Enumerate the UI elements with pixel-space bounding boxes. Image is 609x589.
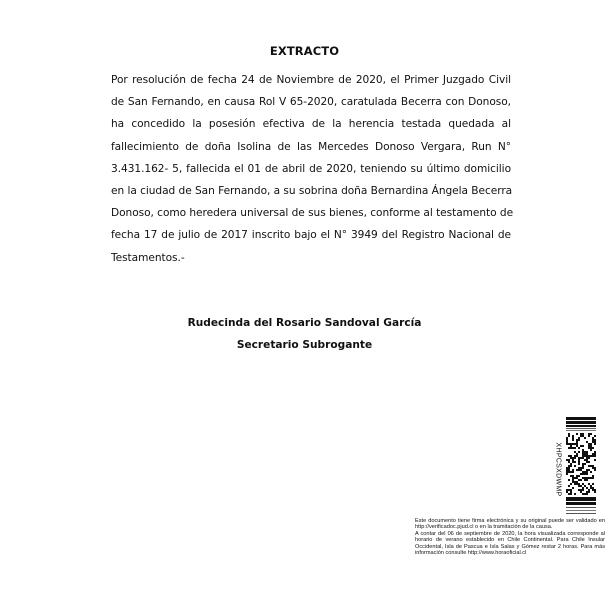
barcode-module <box>576 477 578 479</box>
barcode-module <box>578 437 580 439</box>
barcode-module <box>588 455 590 457</box>
barcode-module <box>574 443 576 445</box>
barcode-module <box>576 469 578 471</box>
barcode-module <box>582 435 584 437</box>
barcode-module <box>574 483 576 485</box>
barcode-module <box>568 469 570 471</box>
barcode-module <box>574 461 576 463</box>
barcode-module <box>566 437 568 439</box>
barcode-module <box>576 483 578 485</box>
barcode-module <box>588 443 590 445</box>
barcode-module <box>580 489 582 491</box>
barcode-module <box>570 463 572 465</box>
barcode-module <box>568 467 570 469</box>
barcode-module <box>588 491 590 493</box>
barcode-module <box>592 477 594 479</box>
barcode-module <box>568 461 570 463</box>
barcode-module <box>572 437 574 439</box>
timezone-note: A contar del 06 de septiembre de 2020, la hora visualizada corresponde al horario de verano establecido en Chile Continental. Para Chile Insular Occidental, Isla de Pascua e Isla Salas y Gómez restar 2 horas. Para más información consulte http://www.horaoficial.cl <box>415 530 605 557</box>
barcode-module <box>592 467 594 469</box>
barcode-module <box>578 461 580 463</box>
barcode-module <box>572 461 574 463</box>
barcode-module <box>578 463 580 465</box>
barcode-module <box>572 475 574 477</box>
barcode-module <box>578 447 580 449</box>
barcode-module <box>584 455 586 457</box>
barcode-module <box>576 445 578 447</box>
barcode-module <box>584 473 586 475</box>
barcode-module <box>586 469 588 471</box>
barcode-module <box>588 433 590 435</box>
barcode-module <box>588 447 590 449</box>
barcode-module <box>584 463 586 465</box>
electronic-signature-note <box>415 518 605 556</box>
barcode-module <box>576 475 578 477</box>
barcode-module <box>582 471 584 473</box>
barcode-module <box>568 479 570 481</box>
barcode-module <box>578 459 580 461</box>
barcode-module <box>572 487 574 489</box>
barcode-module <box>584 451 586 453</box>
barcode-module <box>586 479 588 481</box>
barcode-module <box>576 441 578 443</box>
barcode-module <box>568 455 570 457</box>
barcode-module <box>576 433 578 435</box>
barcode-bar <box>566 430 596 431</box>
barcode-module <box>580 479 582 481</box>
barcode-module <box>578 475 580 477</box>
barcode-module <box>582 477 584 479</box>
barcode-module <box>582 445 584 447</box>
barcode-module <box>578 485 580 487</box>
barcode-module <box>574 493 576 495</box>
barcode-module <box>586 473 588 475</box>
barcode-module <box>566 459 568 461</box>
barcode-module <box>580 445 582 447</box>
barcode-module <box>588 445 590 447</box>
barcode-module <box>568 465 570 467</box>
barcode-module <box>586 461 588 463</box>
barcode-module <box>594 453 596 455</box>
barcode-module <box>584 471 586 473</box>
barcode-module <box>570 483 572 485</box>
barcode-module <box>570 455 572 457</box>
barcode-module <box>594 451 596 453</box>
barcode-module <box>574 451 576 453</box>
barcode-module <box>592 439 594 441</box>
barcode-module <box>580 485 582 487</box>
barcode-module <box>592 487 594 489</box>
barcode-bar <box>566 513 596 514</box>
barcode-module <box>590 433 592 435</box>
barcode-module <box>570 491 572 493</box>
barcode-module <box>592 483 594 485</box>
body-line: en la ciudad de San Fernando, a su sobrina doña Bernardina Ángela Becerra <box>111 185 513 198</box>
barcode-module <box>586 487 588 489</box>
barcode-module <box>568 435 570 437</box>
barcode-module <box>592 447 594 449</box>
barcode-module <box>572 435 574 437</box>
barcode-module <box>570 447 572 449</box>
barcode-module <box>580 467 582 469</box>
barcode-module <box>594 439 596 441</box>
barcode-module <box>568 433 570 435</box>
barcode-module <box>592 455 594 457</box>
barcode-bar <box>566 417 596 420</box>
barcode-module <box>574 477 576 479</box>
barcode-module <box>592 441 594 443</box>
barcode-module <box>572 469 574 471</box>
body-line: de San Fernando, en causa Rol V 65-2020, caratulada Becerra con Donoso, <box>111 96 511 109</box>
body-line: Por resolución de fecha 24 de Noviembre de 2020, el Primer Juzgado Civil <box>111 74 511 86</box>
barcode-matrix <box>566 433 596 495</box>
body-line: Donoso, como heredera universal de sus bienes, conforme al testamento de <box>111 207 514 220</box>
body-line: 3.431.162- 5, fallecida el 01 de abril de 2020, teniendo su último domicilio <box>111 162 511 175</box>
barcode-module <box>580 491 582 493</box>
barcode-module <box>570 489 572 491</box>
barcode-module <box>594 455 596 457</box>
body-line: ha concedido la posesión efectiva de la herencia testada quedada al <box>111 118 511 131</box>
barcode-module <box>582 433 584 435</box>
barcode-bar <box>566 510 596 511</box>
barcode-module <box>570 457 572 459</box>
barcode-module <box>590 487 592 489</box>
barcode-bar <box>566 497 596 501</box>
barcode-module <box>578 467 580 469</box>
barcode-module <box>568 459 570 461</box>
barcode-module <box>568 489 570 491</box>
barcode-module <box>578 479 580 481</box>
barcode-module <box>594 491 596 493</box>
barcode-module <box>592 437 594 439</box>
barcode-module <box>570 465 572 467</box>
barcode-module <box>588 457 590 459</box>
barcode-module <box>578 469 580 471</box>
barcode-module <box>566 471 568 473</box>
barcode-module <box>566 443 568 445</box>
barcode-module <box>586 455 588 457</box>
barcode-module <box>578 489 580 491</box>
barcode-module <box>572 459 574 461</box>
barcode-module <box>590 485 592 487</box>
barcode-module <box>584 477 586 479</box>
verification-code: XHPCSXDWMP <box>554 442 562 497</box>
barcode-module <box>574 457 576 459</box>
barcode-module <box>580 433 582 435</box>
barcode-module <box>566 469 568 471</box>
barcode-module <box>586 493 588 495</box>
barcode-module <box>582 467 584 469</box>
barcode-module <box>578 483 580 485</box>
barcode-module <box>574 447 576 449</box>
barcode-module <box>566 439 568 441</box>
document-title: EXTRACTO <box>269 44 340 58</box>
barcode-module <box>582 455 584 457</box>
barcode-module <box>588 435 590 437</box>
body-line: fecha 17 de julio de 2017 inscrito bajo el N° 3949 del Registro Nacional de <box>111 229 511 242</box>
barcode-module <box>578 457 580 459</box>
body-line: Testamentos.- <box>111 251 185 264</box>
barcode-bar <box>566 425 596 427</box>
barcode-module <box>594 489 596 491</box>
barcode-module <box>572 481 574 483</box>
barcode-module <box>578 439 580 441</box>
barcode-module <box>584 459 586 461</box>
barcode-module <box>588 465 590 467</box>
barcode-module <box>574 481 576 483</box>
barcode-module <box>590 445 592 447</box>
barcode-module <box>586 441 588 443</box>
barcode-module <box>582 451 584 453</box>
barcode-module <box>582 463 584 465</box>
barcode-module <box>588 469 590 471</box>
barcode-module <box>584 493 586 495</box>
barcode-module <box>582 465 584 467</box>
barcode-module <box>582 449 584 451</box>
barcode-module <box>582 487 584 489</box>
barcode-module <box>576 439 578 441</box>
barcode-module <box>586 471 588 473</box>
barcode-module <box>572 439 574 441</box>
barcode-module <box>586 491 588 493</box>
barcode-module <box>592 465 594 467</box>
barcode-module <box>580 473 582 475</box>
barcode-module <box>568 443 570 445</box>
barcode-module <box>594 443 596 445</box>
barcode-module <box>592 453 594 455</box>
barcode-module <box>594 435 596 437</box>
barcode-module <box>594 469 596 471</box>
barcode-module <box>570 445 572 447</box>
barcode-module <box>572 457 574 459</box>
barcode-module <box>582 457 584 459</box>
barcode-module <box>590 477 592 479</box>
barcode-module <box>590 471 592 473</box>
barcode-module <box>588 461 590 463</box>
verification-note: Este documento tiene firma electrónica y su original puede ser validado en http://verificadoc.pjud.cl o en la tramitación de la causa. <box>415 518 605 531</box>
barcode-module <box>572 479 574 481</box>
barcode-module <box>586 453 588 455</box>
barcode-module <box>584 479 586 481</box>
barcode-module <box>590 455 592 457</box>
barcode-module <box>568 485 570 487</box>
barcode-module <box>586 457 588 459</box>
barcode-module <box>572 471 574 473</box>
barcode-module <box>586 459 588 461</box>
barcode-module <box>582 493 584 495</box>
barcode-module <box>582 473 584 475</box>
barcode-module <box>594 467 596 469</box>
barcode-module <box>584 453 586 455</box>
barcode-module <box>588 489 590 491</box>
barcode-module <box>576 455 578 457</box>
barcode-module <box>594 441 596 443</box>
barcode-module <box>568 471 570 473</box>
barcode-module <box>582 483 584 485</box>
extract-body <box>111 69 514 269</box>
barcode-module <box>580 435 582 437</box>
barcode-module <box>574 465 576 467</box>
barcode-module <box>572 447 574 449</box>
barcode-module <box>566 491 568 493</box>
barcode-module <box>590 449 592 451</box>
barcode-module <box>572 443 574 445</box>
barcode-module <box>576 481 578 483</box>
barcode-module <box>566 489 568 491</box>
barcode-bar <box>566 428 596 429</box>
signatory-name: Rudecinda del Rosario Sandoval García <box>187 317 422 329</box>
barcode-module <box>590 443 592 445</box>
barcode-module <box>582 489 584 491</box>
barcode-module <box>566 473 568 475</box>
barcode-module <box>592 475 594 477</box>
barcode-module <box>586 477 588 479</box>
barcode-module <box>578 451 580 453</box>
barcode-module <box>592 489 594 491</box>
barcode-module <box>594 459 596 461</box>
barcode-module <box>588 477 590 479</box>
barcode-module <box>570 475 572 477</box>
barcode-module <box>570 471 572 473</box>
barcode-module <box>576 453 578 455</box>
barcode-module <box>588 483 590 485</box>
barcode-module <box>580 469 582 471</box>
barcode-module <box>590 447 592 449</box>
barcode-bar <box>566 507 596 508</box>
barcode-bar <box>566 421 596 424</box>
barcode-module <box>586 451 588 453</box>
barcode-module <box>584 437 586 439</box>
barcode-module <box>574 455 576 457</box>
body-line: fallecimiento de doña Isolina de las Mercedes Donoso Vergara, Run N° <box>111 140 511 153</box>
barcode-module <box>570 493 572 495</box>
barcode-module <box>572 477 574 479</box>
barcode-module <box>590 465 592 467</box>
barcode-bar <box>566 502 596 505</box>
barcode-module <box>566 467 568 469</box>
verification-barcode <box>566 417 596 517</box>
barcode-module <box>582 453 584 455</box>
barcode-module <box>566 441 568 443</box>
barcode-module <box>568 447 570 449</box>
barcode-module <box>576 443 578 445</box>
barcode-module <box>568 493 570 495</box>
barcode-module <box>580 457 582 459</box>
signatory-role: Secretario Subrogante <box>236 339 373 351</box>
barcode-module <box>570 443 572 445</box>
barcode-module <box>584 485 586 487</box>
